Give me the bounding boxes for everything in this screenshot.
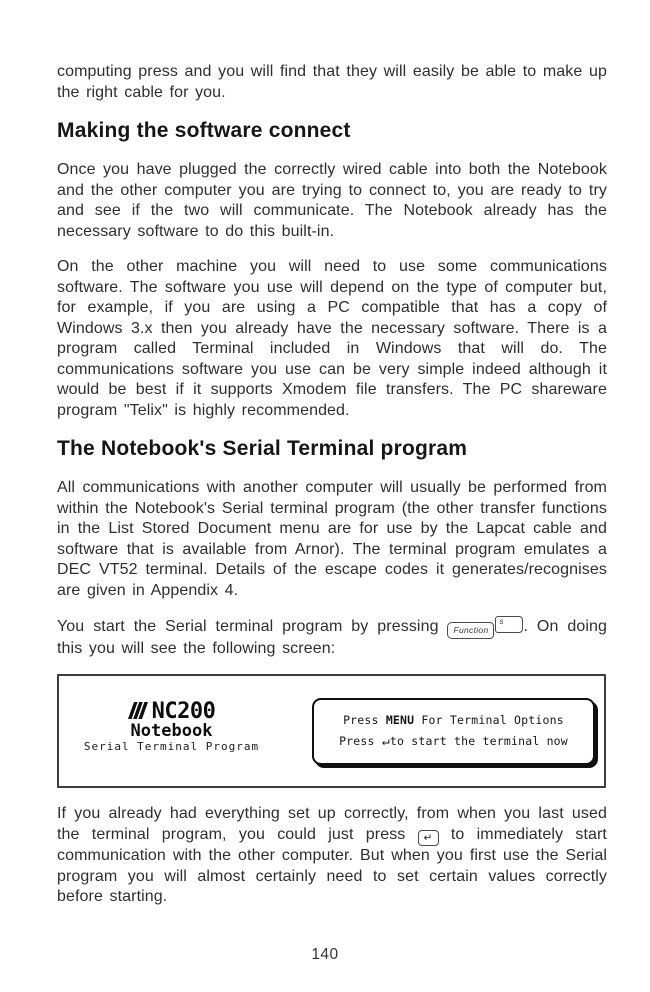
return-arrow-icon: ↵	[381, 734, 390, 749]
paragraph-start-program-text-before: You start the Serial terminal program by pressing	[57, 618, 448, 635]
s-key-icon	[495, 616, 523, 633]
terminal-options-panel	[312, 698, 595, 765]
paragraph-already-set-up	[57, 804, 607, 908]
paragraph-start-program-text-after: . On doing this you will see the following screen:	[57, 618, 608, 657]
amstrad-logo-icon	[128, 702, 149, 719]
paragraph-other-machine-software: On the other machine you will need to use some communications software. The software you use will depend on the type of computer but, for example, if you are using a PC compatible that has a copy of Windows 3.x then you already have the necessary software. There is a program called Terminal included in Windows that will do. The communications software you use can be very simple indeed although it would be best if it supports Xmodem file transfers. The PC shareware program "Telix" is highly recommended.	[57, 258, 607, 419]
press-menu-suffix: For Terminal Options	[414, 713, 564, 727]
serial-terminal-program-label: Serial Terminal Program	[83, 739, 260, 753]
paragraph-already-set-up-text-before: If you already had everything set up correctly, from when you last used the terminal program, you could just press	[57, 805, 607, 843]
press-return-line	[339, 735, 568, 748]
paragraph-all-communications: All communications with another computer will usually be performed from within the Notebook's Serial terminal program (the other transfer functions in the List Stored Document menu are for use by the Lapcat cable and software that is available from Arnor). The terminal program emulates a DEC VT52 terminal. Details of the escape codes it generates/recognises are given in Appendix 4.	[57, 479, 607, 599]
heading-making-the-software-connect: Making the software connect	[57, 119, 351, 142]
menu-key-label: MENU	[385, 713, 415, 727]
s-key-label: s	[499, 617, 504, 626]
notebook-model-label: Notebook	[130, 720, 213, 741]
terminal-startup-screen-figure	[57, 674, 606, 788]
paragraph-plugged-cable: Once you have plugged the correctly wired cable into both the Notebook and the other computer you are trying to connect to, you are ready to try and see if the two will communicate. The Notebook already has the necessary software to do this built-in.	[57, 161, 607, 240]
press-menu-line	[343, 714, 564, 727]
page-number: 140	[311, 946, 339, 963]
paragraph-start-program	[57, 616, 607, 659]
press-return-suffix: to start the terminal now	[389, 734, 568, 748]
paragraph-already-set-up-text-after: to immediately start communication with the other computer. But when you first use the Serial program you will almost certainly need to set certain values correctly before starting.	[57, 825, 607, 905]
nc200-branding-block	[59, 698, 284, 754]
paragraph-cable-intro: computing press and you will find that they will easily be able to make up the right cable for you.	[57, 63, 607, 101]
function-key-label: Function	[453, 625, 489, 635]
function-key-icon	[447, 622, 494, 639]
nc200-brand-label: NC200	[151, 698, 216, 724]
press-menu-prefix: Press	[343, 713, 386, 727]
return-key-label: ↵	[423, 831, 433, 844]
return-key-icon	[418, 830, 439, 846]
heading-notebooks-serial-terminal-program: The Notebook's Serial Terminal program	[57, 437, 468, 460]
nc200-brand-line	[59, 698, 284, 724]
press-return-prefix: Press	[339, 734, 382, 748]
